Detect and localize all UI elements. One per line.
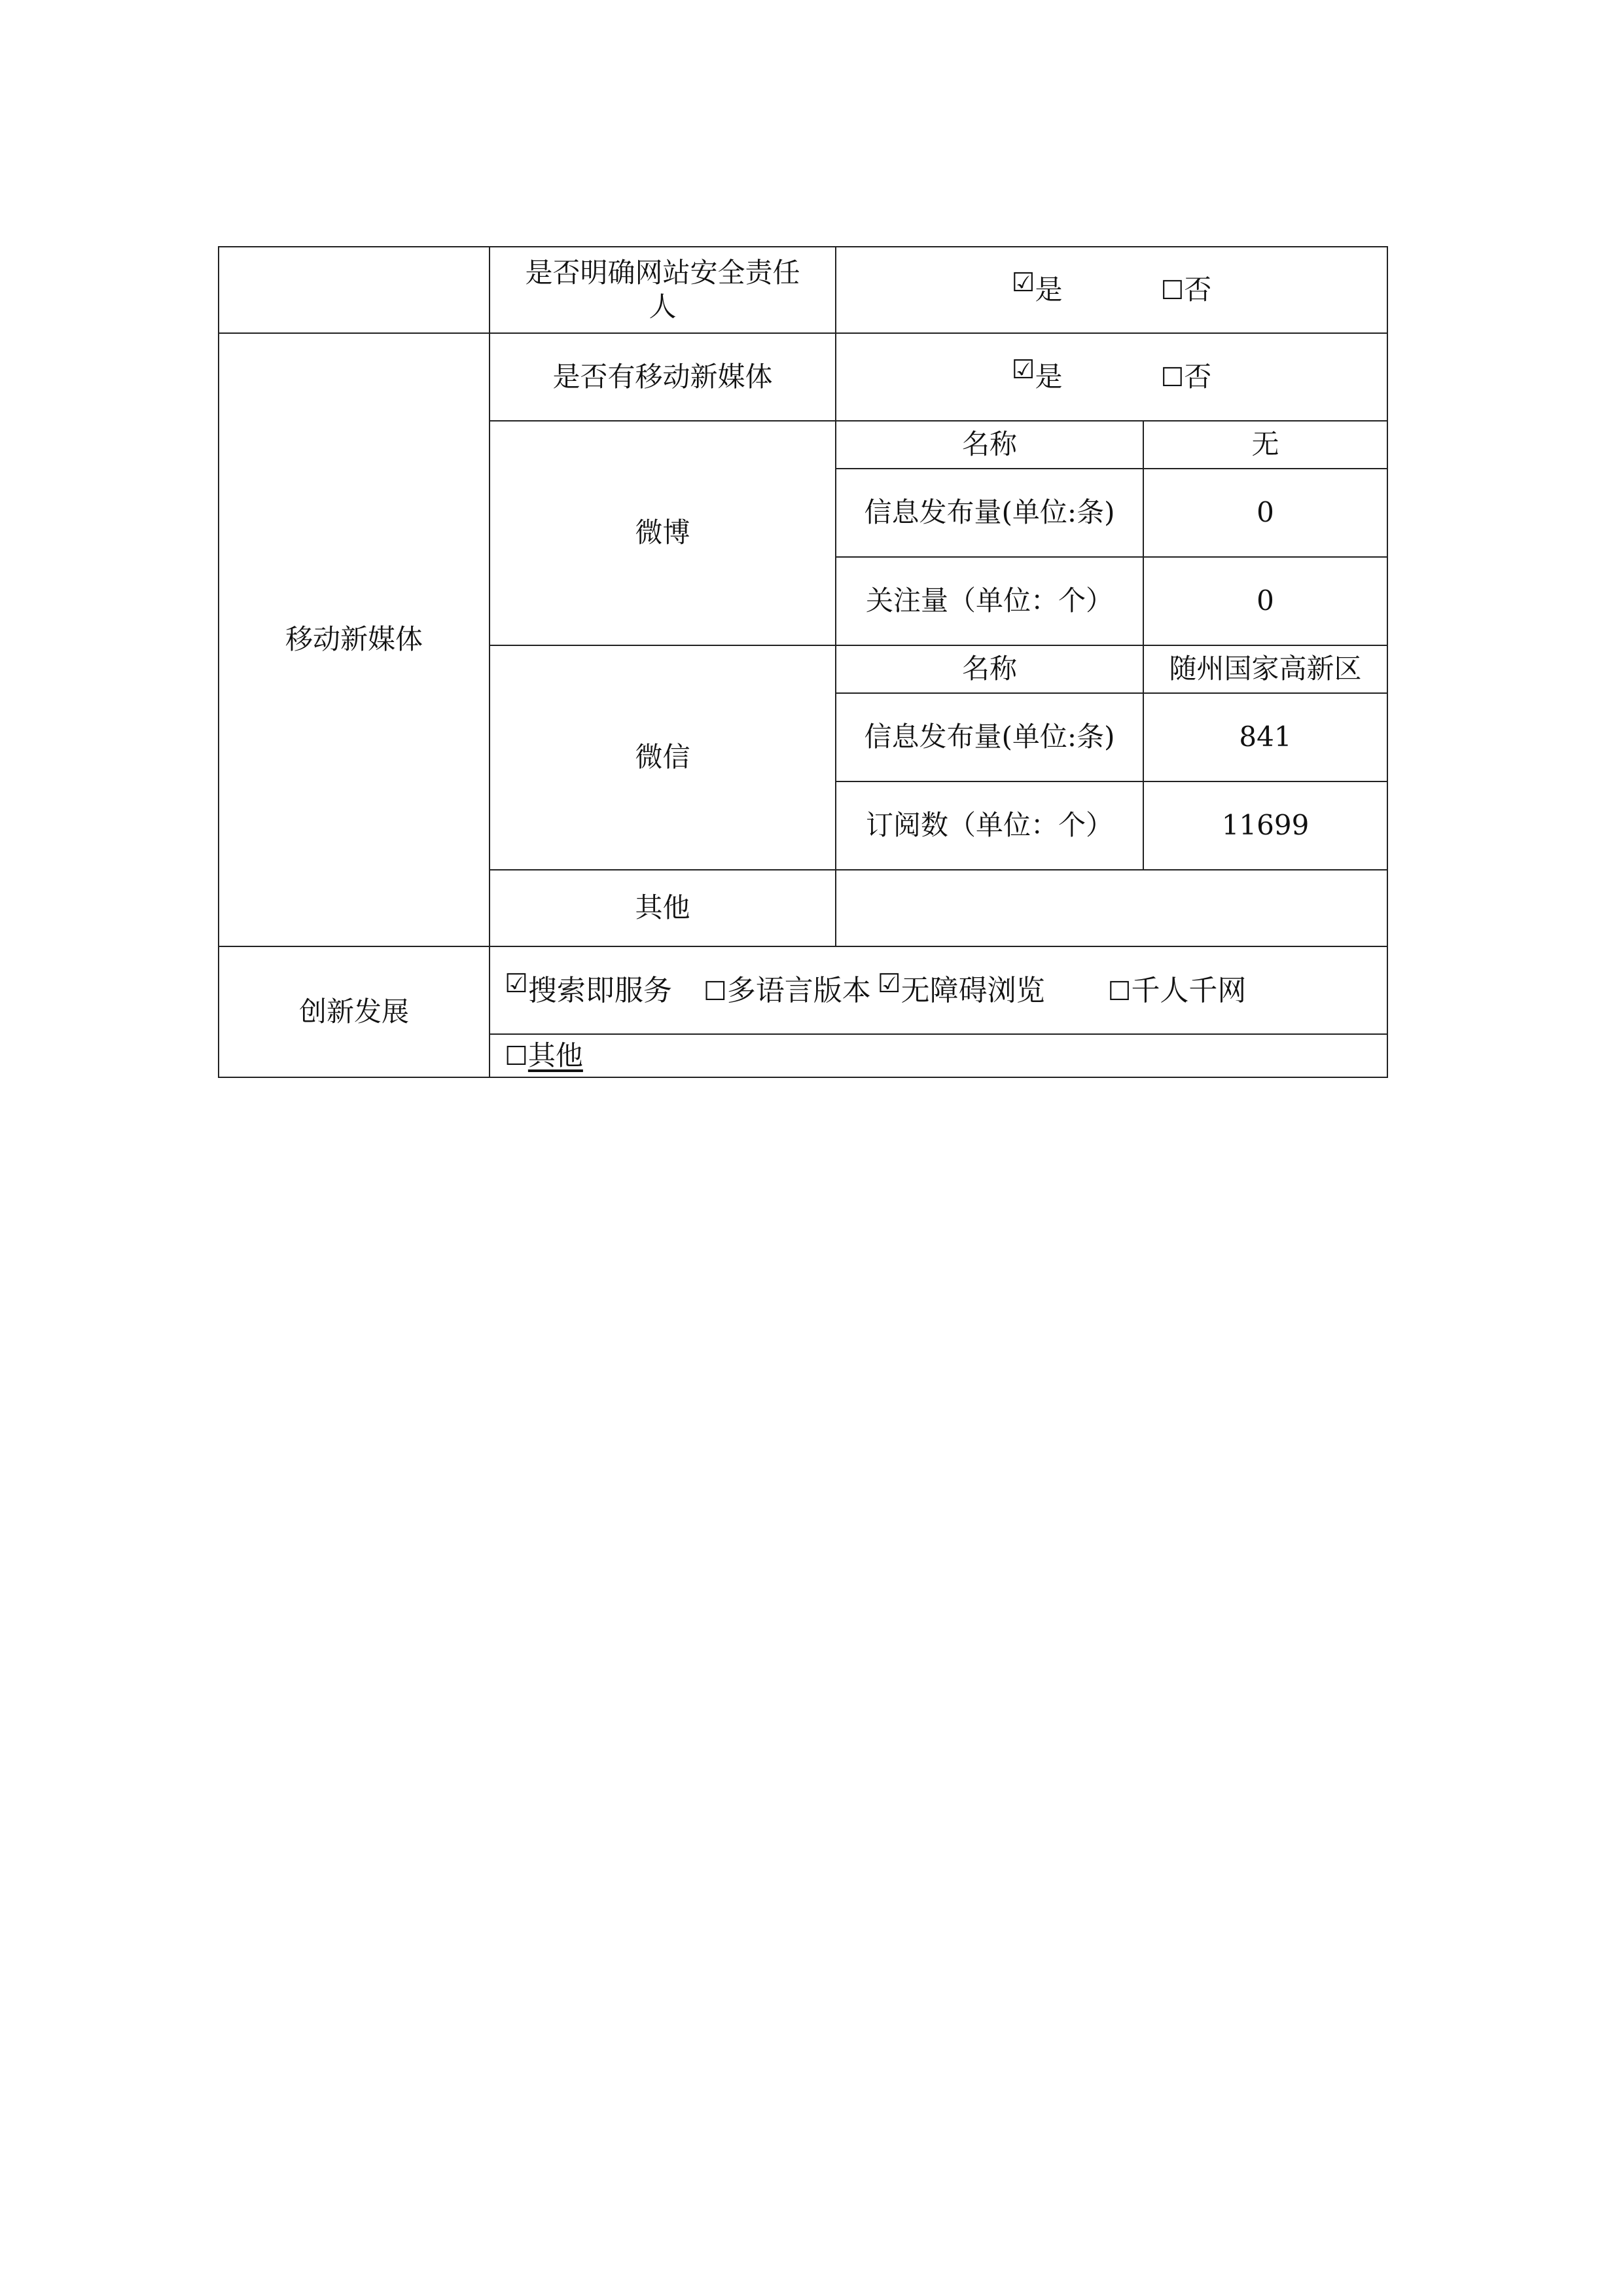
option-label: 无障碍浏览 [901,973,1045,1007]
option-search-as-service[interactable] [505,968,672,1009]
wechat-name-label: 名称 [836,645,1143,693]
checkbox-unchecked-icon[interactable]: ☐ [703,976,727,1007]
has-mobile-media-options [836,333,1387,421]
option-label: 千人千网 [1131,973,1247,1007]
checkbox-unchecked-icon[interactable]: ☐ [1107,976,1132,1007]
row-innovation-options [219,946,1387,1034]
checkbox-unchecked-icon[interactable]: ☐ [1160,275,1185,306]
checkbox-checked-icon[interactable]: ☑ [505,968,528,999]
checkbox-checked-icon[interactable]: ☑ [1011,354,1035,385]
weibo-name-value: 无 [1143,421,1387,469]
yes-label: 是 [1035,273,1063,306]
other-media-value [836,870,1387,946]
other-media-label: 其他 [490,870,836,946]
checkbox-checked-icon[interactable]: ☑ [877,968,901,999]
innovation-section-label: 创新发展 [219,946,490,1077]
checkbox-unchecked-icon[interactable]: ☐ [505,1041,528,1071]
weibo-followers-label: 关注量（单位：个） [836,557,1143,645]
wechat-subscribers-value: 11699 [1143,781,1387,870]
wechat-posts-value: 841 [1143,693,1387,781]
weibo-name-label: 名称 [836,421,1143,469]
checkbox-checked-icon[interactable]: ☑ [1011,267,1035,298]
option-label: 搜索即服务 [527,973,672,1007]
wechat-label: 微信 [490,645,836,870]
checkbox-unchecked-icon[interactable]: ☐ [1160,362,1185,393]
security-responsible-options [836,247,1387,333]
wechat-posts-label: 信息发布量(单位:条) [836,693,1143,781]
other-option-label: 其他 [527,1039,583,1071]
yes-label: 是 [1035,360,1063,393]
website-report-table [218,246,1388,1078]
other-option[interactable] [505,1039,845,1071]
empty-section-cell [219,247,490,333]
option-multilingual[interactable] [704,973,871,1009]
mobile-media-section-label: 移动新媒体 [219,333,490,946]
option-label: 多语言版本 [726,973,871,1007]
no-label: 否 [1184,360,1212,393]
weibo-followers-value: 0 [1143,557,1387,645]
has-mobile-media-question: 是否有移动新媒体 [490,333,836,421]
wechat-subscribers-label: 订阅数（单位：个） [836,781,1143,870]
weibo-posts-label: 信息发布量(单位:条) [836,469,1143,557]
wechat-name-value: 随州国家高新区 [1143,645,1387,693]
innovation-other [490,1034,1387,1077]
row-security-responsible [219,247,1387,333]
weibo-posts-value: 0 [1143,469,1387,557]
fill-in-blank[interactable] [583,1039,845,1073]
option-accessibility[interactable] [877,968,1045,1009]
option-personalized-web[interactable] [1108,973,1247,1009]
security-responsible-question: 是否明确网站安全责任人 [490,247,836,333]
row-has-mobile-media [219,333,1387,421]
no-label: 否 [1184,273,1212,306]
innovation-options [490,946,1387,1034]
weibo-label: 微博 [490,421,836,645]
